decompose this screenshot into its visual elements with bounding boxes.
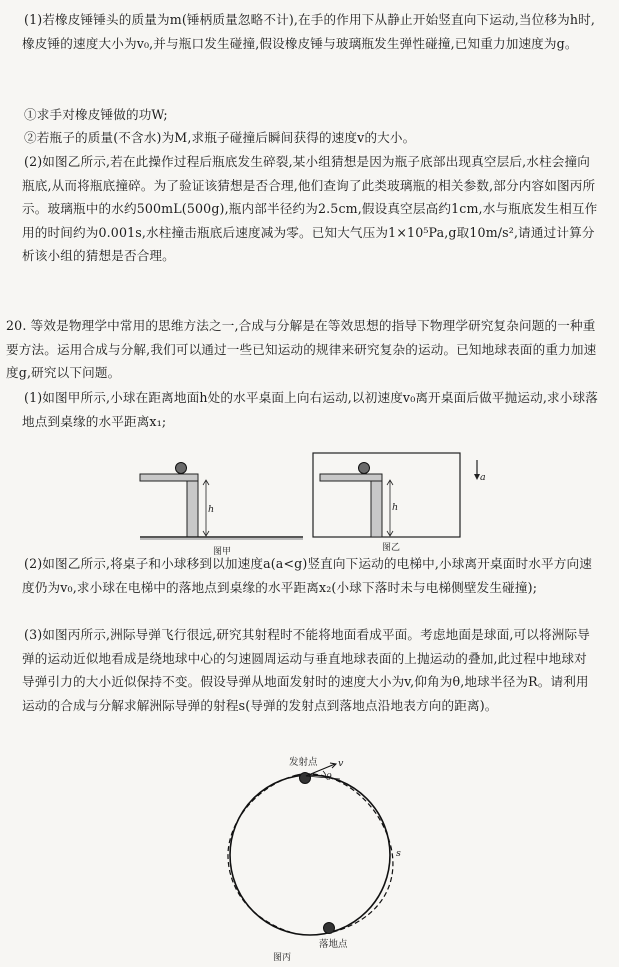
- q20-intro-text: 20. 等效是物理学中常用的思维方法之一,合成与分解是在等效思想的指导下物理学研究复杂问题的一种重要方法。运用合成与分解,我们可以通过一些已知运动的规律来研究复杂的运动。已知地球表面的重力加速度g,研究以下问题。: [6, 318, 597, 380]
- figure-jia-caption: 图甲: [213, 547, 232, 557]
- figure-jia: [135, 456, 305, 557]
- elevator-box: [313, 453, 460, 537]
- table-leg: [371, 481, 382, 537]
- launch-point: [300, 773, 311, 784]
- ball: [176, 463, 187, 474]
- v-label: v: [338, 758, 344, 769]
- trajectory-outer: [297, 774, 393, 932]
- h-label: h: [208, 504, 215, 515]
- figure-yi-caption: 图乙: [382, 543, 401, 553]
- a-label: a: [480, 472, 486, 483]
- q19-subq1-text: ①求手对橡皮锤做的功W;: [24, 107, 168, 122]
- q19-part2-text: (2)如图乙所示,若在此操作过程后瓶底发生碎裂,某小组猜想是因为瓶子底部出现真空层后,水柱会撞向瓶底,从而将瓶底撞碎。为了验证该猜想是否合理,他们查询了此类玻璃瓶的相关参数,部分内容如图丙所示。玻璃瓶中的水约500mL(500g),瓶内部半径约为2.5cm,假设真空层高约1cm,水与瓶底发生相互作用的时间约为0.001s,水柱撞击瓶底后速度减为零。已知大气压为1×10⁵Pa,g取10m/s²,请通过计算分析该小组的猜想是否合理。: [22, 154, 598, 263]
- table-top: [320, 474, 382, 481]
- s-label: s: [396, 848, 401, 859]
- landing-point: [324, 923, 335, 934]
- ball: [359, 463, 370, 474]
- q20-part1-text: (1)如图甲所示,小球在距离地面h处的水平桌面上向右运动,以初速度v₀离开桌面后做平抛运动,求小球落地点到桌缘的水平距离x₁;: [22, 390, 598, 429]
- table-top: [140, 474, 198, 481]
- landing-point-label: 落地点: [319, 939, 348, 950]
- table-leg: [187, 481, 198, 537]
- launch-point-label: 发射点: [289, 757, 318, 768]
- figure-bing-caption: 图丙: [273, 953, 292, 963]
- figure-bing: [215, 752, 405, 964]
- trajectory-left: [228, 775, 297, 932]
- q19-part1-text: (1)若橡皮锤锤头的质量为m(锤柄质量忽略不计),在手的作用下从静止开始竖直向下运动,当位移为h时,橡皮锤的速度大小为v₀,并与瓶口发生碰撞,假设橡皮锤与玻璃瓶发生弹性碰撞,已知重力加速度为g。: [22, 12, 595, 51]
- q20-part2-text: (2)如图乙所示,将桌子和小球移到以加速度a(a<g)竖直向下运动的电梯中,小球离开桌面时水平方向速度仍为v₀,求小球在电梯中的落地点到桌缘的水平距离x₂(小球下落时未与电梯侧壁发生碰撞);: [22, 556, 592, 595]
- theta-label: θ: [326, 772, 332, 783]
- figure-yi: [312, 452, 502, 552]
- q20-part3-text: (3)如图丙所示,洲际导弹飞行很远,研究其射程时不能将地面看成平面。考虑地面是球面,可以将洲际导弹的运动近似地看成是绕地球中心的匀速圆周运动与垂直地球表面的上抛运动的叠加,此过程中地球对导弹引力的大小近似保持不变。假设导弹从地面发射时的速度大小为v,仰角为θ,地球半径为R。请利用运动的合成与分解求解洲际导弹的射程s(导弹的发射点到落地点沿地表方向的距离)。: [22, 627, 590, 713]
- q19-subq2-text: ②若瓶子的质量(不含水)为M,求瓶子碰撞后瞬间获得的速度v的大小。: [24, 130, 416, 145]
- h-label: h: [392, 502, 399, 513]
